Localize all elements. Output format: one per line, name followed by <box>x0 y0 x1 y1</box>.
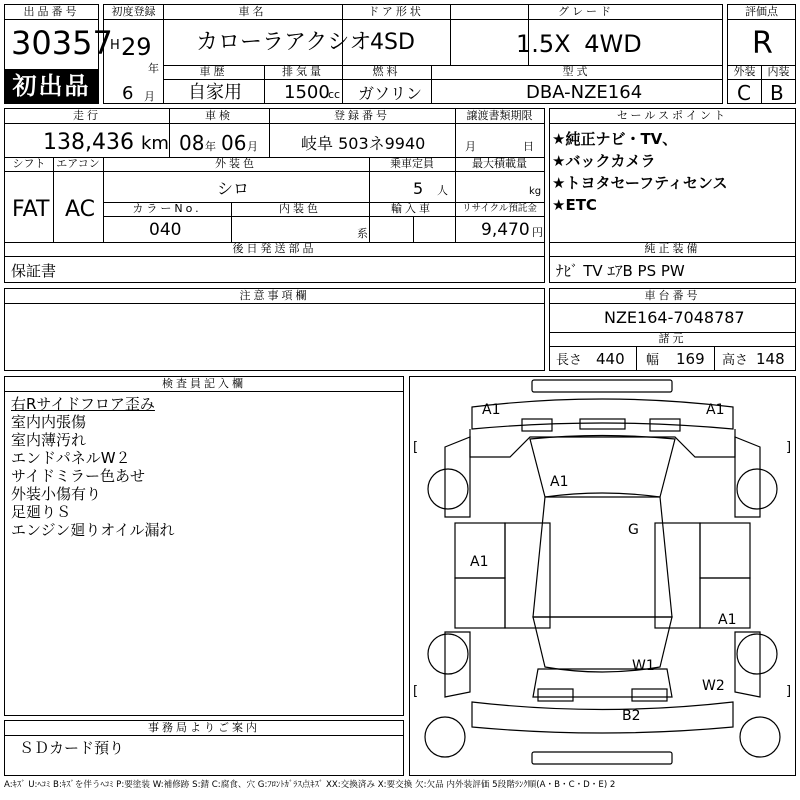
office-label: 事務局よりご案内 <box>5 721 403 736</box>
sales-points-box <box>549 108 796 283</box>
max-load-label: 最大積載量 <box>455 157 544 172</box>
capacity-value: 5 <box>413 179 424 198</box>
first-reg-month: 6 <box>122 83 134 104</box>
sales-point-item: ★バックカメラ <box>552 152 656 170</box>
max-load-unit: kg <box>529 186 542 197</box>
model-value: DBA-NZE164 <box>526 82 643 103</box>
transfer-label: 譲渡書類期限 <box>455 109 544 124</box>
mileage-value: 138,436 <box>43 130 134 155</box>
car-diagram <box>410 377 795 775</box>
inspection-label: 車検 <box>169 109 269 124</box>
import-label: 輸入車 <box>369 202 455 217</box>
dims-label: 諸元 <box>550 332 795 347</box>
factory-equip-label: 純正装備 <box>550 242 795 257</box>
model-label: 型式 <box>431 65 722 80</box>
lot-number: 30357 <box>11 24 113 62</box>
notes-label: 注意事項欄 <box>5 289 544 304</box>
int-color-label: 内装色 <box>231 202 369 217</box>
sales-points-label: セールスポイント <box>550 109 795 124</box>
history-label: 車歴 <box>163 65 264 80</box>
bracket-mark: [ <box>413 440 419 455</box>
mileage-unit: km <box>141 133 169 154</box>
ext-score-label: 外装 <box>728 65 761 80</box>
displacement-unit: cc <box>328 88 341 101</box>
lot-box <box>4 4 113 104</box>
ext-color-label: 外装色 <box>103 157 369 172</box>
score-box <box>727 4 796 104</box>
ac-value: AC <box>65 197 96 222</box>
height-label: 高さ <box>722 353 749 368</box>
grade-value: 1.5X 4WD <box>516 30 642 58</box>
inspector-line: エンジン廻りオイル漏れ <box>11 521 175 539</box>
transfer-month-unit: 月 <box>465 140 476 153</box>
damage-mark: A1 <box>550 474 569 490</box>
sales-point-item: ★純正ナビ・TV、 <box>552 130 678 148</box>
sales-point-item: ★トヨタセーフティセンス <box>552 174 728 192</box>
length-value: 440 <box>596 350 625 368</box>
damage-mark: B2 <box>622 708 641 724</box>
recycle-unit: 円 <box>532 226 543 239</box>
displacement-label: 排気量 <box>264 65 342 80</box>
bracket-mark: ] <box>786 440 792 455</box>
score-value: R <box>752 26 773 61</box>
registration-label: 登録番号 <box>269 109 455 124</box>
first-reg-year: 29 <box>121 33 152 61</box>
color-no-label: カラーNo. <box>103 202 231 217</box>
door-value: 4SD <box>370 30 415 55</box>
width-label: 幅 <box>646 353 660 368</box>
first-reg-label: 初度登録 <box>104 5 163 20</box>
inspector-line: 室内薄汚れ <box>11 431 87 449</box>
office-box <box>4 720 404 776</box>
inspection-year: 08 <box>179 131 205 155</box>
int-color-unit: 系 <box>357 227 368 240</box>
legend-text: A:ｷｽﾞ U:ﾍｺﾐ B:ｷｽﾞを伴うﾍｺﾐ P:要塗装 W:補修跡 S:錆 C:腐食、穴 G:ﾌﾛﾝﾄｶﾞﾗｽ点ｷｽﾞ XX:交換済み X:要交換 欠:欠品 内外装評価 5段階ﾗﾝｸ順(A・B・C・D・E) 2 <box>4 780 616 790</box>
spec-block <box>4 108 545 283</box>
inspector-line: エンドパネルW２ <box>11 449 131 467</box>
ext-score-value: C <box>737 81 751 105</box>
inspection-month: 06 <box>221 131 247 155</box>
inspector-line: 右Rサイドフロア歪み <box>11 395 155 413</box>
damage-mark: W2 <box>702 678 725 694</box>
transfer-day-unit: 日 <box>523 140 534 153</box>
inspector-line: サイドミラー色あせ <box>11 467 145 485</box>
length-label: 長さ <box>556 353 583 368</box>
first-reg-era: H <box>110 38 120 53</box>
first-listing-badge: 初出品 <box>5 69 98 103</box>
damage-mark: A1 <box>482 402 501 418</box>
capacity-label: 乗車定員 <box>369 157 455 172</box>
office-value: ＳＤカード預り <box>19 739 125 757</box>
fuel-value: ガソリン <box>358 84 423 103</box>
registration-value: 岐阜 503ネ9940 <box>301 134 426 153</box>
fuel-label: 燃料 <box>342 65 431 80</box>
inspector-label: 検査員記入欄 <box>5 377 403 392</box>
damage-diagram <box>409 376 796 776</box>
grade-label: グレード <box>450 5 722 20</box>
inspector-line: 外装小傷有り <box>11 485 102 503</box>
int-score-value: B <box>770 81 784 105</box>
capacity-unit: 人 <box>437 184 448 197</box>
car-name-value: カローラアクシオ <box>196 30 372 55</box>
inspection-month-unit: 月 <box>247 140 258 153</box>
inspection-year-unit: 年 <box>205 140 216 153</box>
first-reg-month-unit: 月 <box>144 90 155 103</box>
damage-mark: G <box>628 522 639 538</box>
damage-mark: A1 <box>470 554 489 570</box>
recycle-value: 9,470 <box>481 220 530 240</box>
chassis-value: NZE164-7048787 <box>604 308 745 327</box>
color-no-value: 040 <box>149 220 182 240</box>
chassis-label: 車台番号 <box>550 289 795 304</box>
first-reg-year-unit: 年 <box>148 62 159 75</box>
door-label: ドア形状 <box>342 5 450 20</box>
ext-color-value: シロ <box>217 179 250 198</box>
shift-label: シフト <box>5 157 53 172</box>
recycle-label: リサイクル預託金 <box>455 202 544 217</box>
later-parts-value: 保証書 <box>11 262 57 280</box>
sales-point-item: ★ETC <box>552 196 597 214</box>
factory-equip-value: ﾅﾋﾞ TV ｴｱB PS PW <box>556 262 685 280</box>
chassis-box <box>549 288 796 371</box>
shift-value: FAT <box>12 197 50 222</box>
header-main <box>103 4 723 104</box>
ac-label: エアコン <box>53 157 103 172</box>
damage-mark: W1 <box>632 658 655 674</box>
later-parts-label: 後日発送部品 <box>5 242 544 257</box>
height-value: 148 <box>756 350 785 368</box>
int-score-label: 内装 <box>762 65 795 80</box>
history-value: 自家用 <box>188 82 242 103</box>
inspector-line: 足廻りＳ <box>11 503 72 521</box>
score-label: 評価点 <box>728 5 795 20</box>
width-value: 169 <box>676 350 705 368</box>
displacement-value: 1500 <box>284 82 330 103</box>
bracket-mark: [ <box>413 684 419 699</box>
inspector-box <box>4 376 404 716</box>
notes-box <box>4 288 545 371</box>
bracket-mark: ] <box>786 684 792 699</box>
damage-mark: A1 <box>718 612 737 628</box>
inspector-line: 室内内張傷 <box>11 413 87 431</box>
mileage-label: 走行 <box>5 109 169 124</box>
car-name-label: 車名 <box>163 5 342 20</box>
lot-label: 出品番号 <box>5 5 98 20</box>
damage-mark: A1 <box>706 402 725 418</box>
